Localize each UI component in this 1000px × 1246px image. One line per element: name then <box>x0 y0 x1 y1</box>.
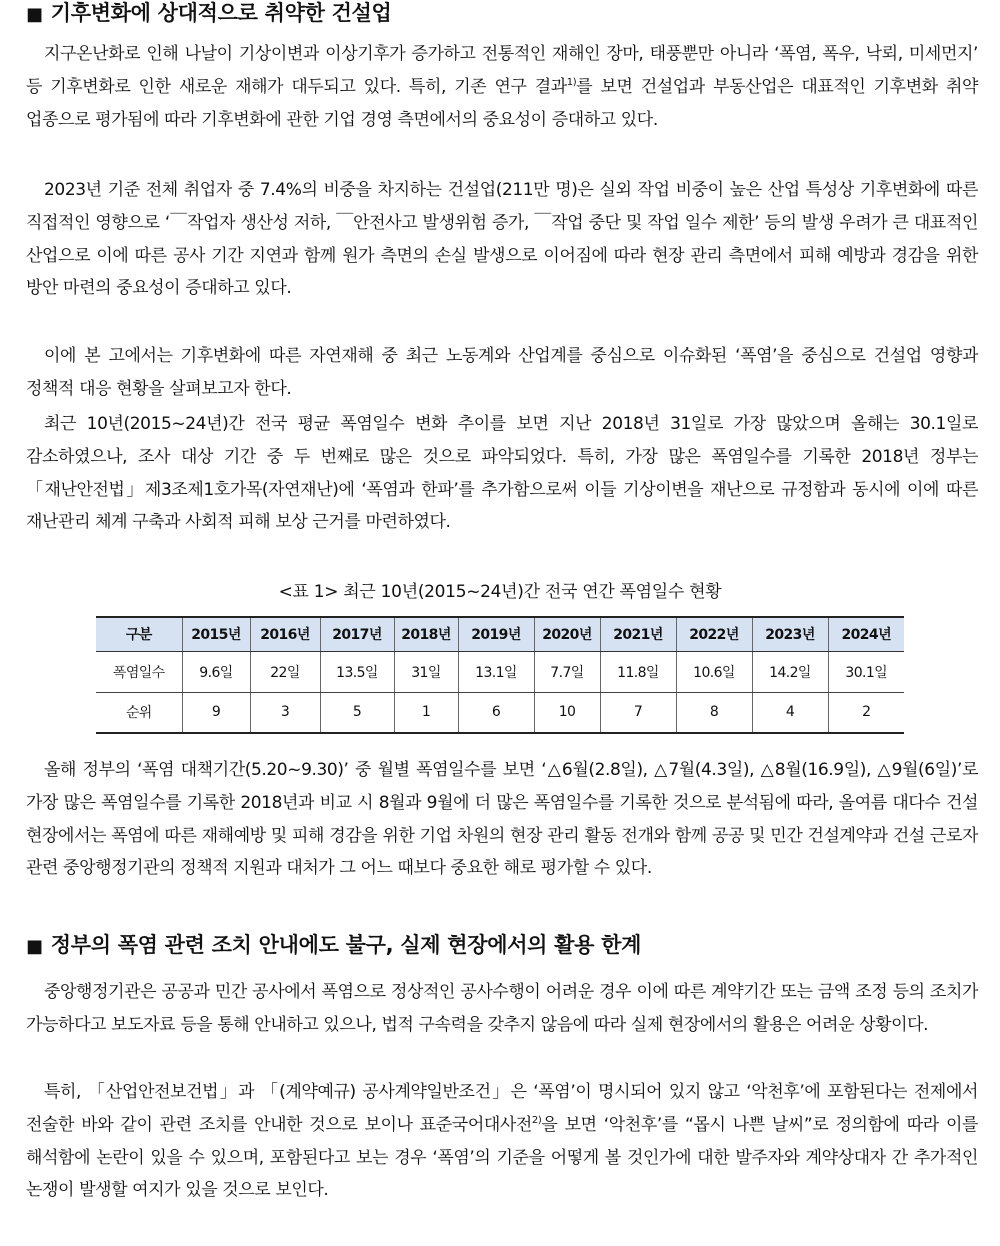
table-header-row <box>96 617 904 651</box>
table-caption: <표 1> 최근 10년(2015~24년)간 전국 연간 폭염일수 현황 <box>278 582 722 602</box>
table-cell: 9 <box>182 692 250 733</box>
paragraph-2: 2023년 기준 전체 취업자 중 7.4%의 비중을 차지하는 건설업(211만 명)은 실외 작업 비중이 높은 산업 특성상 기후변화에 따른 직접적인 영향으로 ‘￣작업자 생산성 저하, ￣안전사고 발생위험 증가, ￣작업 중단 및 작업 일수 제한’ 등의 발생 우려가 큰 대표적인 산업으로 이에 따른 공사 기간 지연과 함께 원가 측면의 손실 발생으로 이어짐에 따라 현장 관리 측면에서 피해 예방과 경감을 위한 방안 마련의 중요성이 증대하고 있다. <box>26 180 978 299</box>
header-cell: 2023년 <box>752 617 828 651</box>
black-square-bullet-icon: ■ <box>26 4 43 25</box>
header-cell: 2021년 <box>600 617 676 651</box>
paragraph-5: 올해 정부의 ‘폭염 대책기간(5.20~9.30)’ 중 월별 폭염일수를 보면 ‘△6월(2.8일), △7월(4.3일), △8월(16.9일), △9월(6일)’로 가장 많은 폭염일수를 기록한 2018년과 비교 시 8월과 9월에 더 많은 폭염일수를 기록한 것으로 분석됨에 따라, 올여름 대다수 건설 현장에서는 폭염에 따른 재해예방 및 피해 경감을 위한 기업 차원의 현장 관리 활동 전개와 함께 공공 및 민간 건설계약과 건설 근로자 관련 중앙행정기관의 정책적 지원과 대처가 그 어느 때보다 중요한 해로 평가할 수 있다. <box>26 760 978 879</box>
table-cell: 5 <box>320 692 394 733</box>
section-heading-text: 기후변화에 상대적으로 취약한 건설업 <box>50 1 392 25</box>
section-heading-climate-vulnerability <box>26 0 392 28</box>
table-cell: 6 <box>458 692 534 733</box>
table-cell: 4 <box>752 692 828 733</box>
header-cell: 구분 <box>96 617 182 651</box>
table-cell: 순위 <box>96 692 182 733</box>
table-cell: 2 <box>828 692 904 733</box>
section-heading-text: 정부의 폭염 관련 조치 안내에도 불구, 실제 현장에서의 활용 한계 <box>50 933 642 957</box>
table-cell: 7.7일 <box>534 651 600 692</box>
footnote-ref-1: 1) <box>566 76 577 88</box>
header-cell: 2024년 <box>828 617 904 651</box>
paragraph-7 <box>26 1076 978 1207</box>
header-cell: 2018년 <box>394 617 458 651</box>
paragraph-7-text-a: 특히, 「산업안전보건법」과 「(계약예규) 공사계약일반조건」은 ‘폭염’이 명시되어 있지 않고 ‘악천후’에 포함된다는 전제에서 전술한 바와 같이 관련 조치를 안내한 것으로 보이나 표준국어대사전 <box>26 1082 978 1135</box>
paragraph-1 <box>26 38 978 136</box>
table-cell: 14.2일 <box>752 651 828 692</box>
table-cell: 30.1일 <box>828 651 904 692</box>
paragraph-3: 이에 본 고에서는 기후변화에 따른 자연재해 중 최근 노동계와 산업계를 중심으로 이슈화된 ‘폭염’을 중심으로 건설업 영향과 정책적 대응 현황을 살펴보고자 한다. <box>26 346 978 399</box>
paragraph-4: 최근 10년(2015~24년)간 전국 평균 폭염일수 변화 추이를 보면 지난 2018년 31일로 가장 많았으며 올해는 30.1일로 감소하였으나, 조사 대상 기간 중 두 번째로 많은 것으로 파악되었다. 특히, 가장 많은 폭염일수를 기록한 2018년 정부는「재난안전법」제3조제1호가목(자연재난)에 ‘폭염과 한파’를 추가함으로써 이들 기상이변을 재난으로 규정함과 동시에 이에 따른 재난관리 체계 구축과 사회적 피해 보상 근거를 마련하였다. <box>26 414 979 533</box>
header-cell: 2019년 <box>458 617 534 651</box>
paragraph-7-text-b: 을 보면 ‘악천후’를 “몹시 나쁜 날씨”로 정의함에 따라 이를 해석함에 논란이 있을 수 있으며, 포함된다고 보는 경우 ‘폭염’의 기준을 어떻게 볼 것인가에 대한 발주자와 계약상대자 간 추가적인 논쟁이 발생할 여지가 있을 것으로 보인다. <box>26 1114 979 1201</box>
table-cell: 폭염일수 <box>96 651 182 692</box>
header-cell: 2017년 <box>320 617 394 651</box>
table-cell: 13.5일 <box>320 651 394 692</box>
paragraph-1-text-b: 를 보면 건설업과 부동산업은 대표적인 기후변화 취약 업종으로 평가됨에 따라 기후변화에 관한 기업 경영 측면에서의 중요성이 증대하고 있다. <box>26 76 978 130</box>
table-cell: 11.8일 <box>600 651 676 692</box>
paragraph-6: 중앙행정기관은 공공과 민간 공사에서 폭염으로 정상적인 공사수행이 어려운 경우 이에 따른 계약기간 또는 금액 조정 등의 조치가 가능하다고 보도자료 등을 통해 안내하고 있으나, 법적 구속력을 갖추지 않음에 따라 실제 현장에서의 활용은 어려운 상황이다. <box>26 982 978 1035</box>
table-cell: 22일 <box>250 651 320 692</box>
header-cell: 2016년 <box>250 617 320 651</box>
table-cell: 10 <box>534 692 600 733</box>
footnote-ref-2: 2) <box>531 1114 542 1126</box>
table-row <box>96 692 904 733</box>
table-cell: 10.6일 <box>676 651 752 692</box>
table-cell: 3 <box>250 692 320 733</box>
header-cell: 2020년 <box>534 617 600 651</box>
table-cell: 8 <box>676 692 752 733</box>
section-heading-policy-limits <box>26 932 641 960</box>
table-row <box>96 651 904 692</box>
header-cell: 2015년 <box>182 617 250 651</box>
table-cell: 1 <box>394 692 458 733</box>
table-cell: 31일 <box>394 651 458 692</box>
header-cell: 2022년 <box>676 617 752 651</box>
heatwave-days-table <box>96 616 904 734</box>
black-square-bullet-icon: ■ <box>26 936 43 957</box>
table-cell: 7 <box>600 692 676 733</box>
paragraph-1-text-a: 지구온난화로 인해 나날이 기상이변과 이상기후가 증가하고 전통적인 재해인 장마, 태풍뿐만 아니라 ‘폭염, 폭우, 낙뢰, 미세먼지’ 등 기후변화로 인한 새로운 재해가 대두되고 있다. 특히, 기존 연구 결과 <box>26 44 978 97</box>
table-cell: 13.1일 <box>458 651 534 692</box>
table-cell: 9.6일 <box>182 651 250 692</box>
